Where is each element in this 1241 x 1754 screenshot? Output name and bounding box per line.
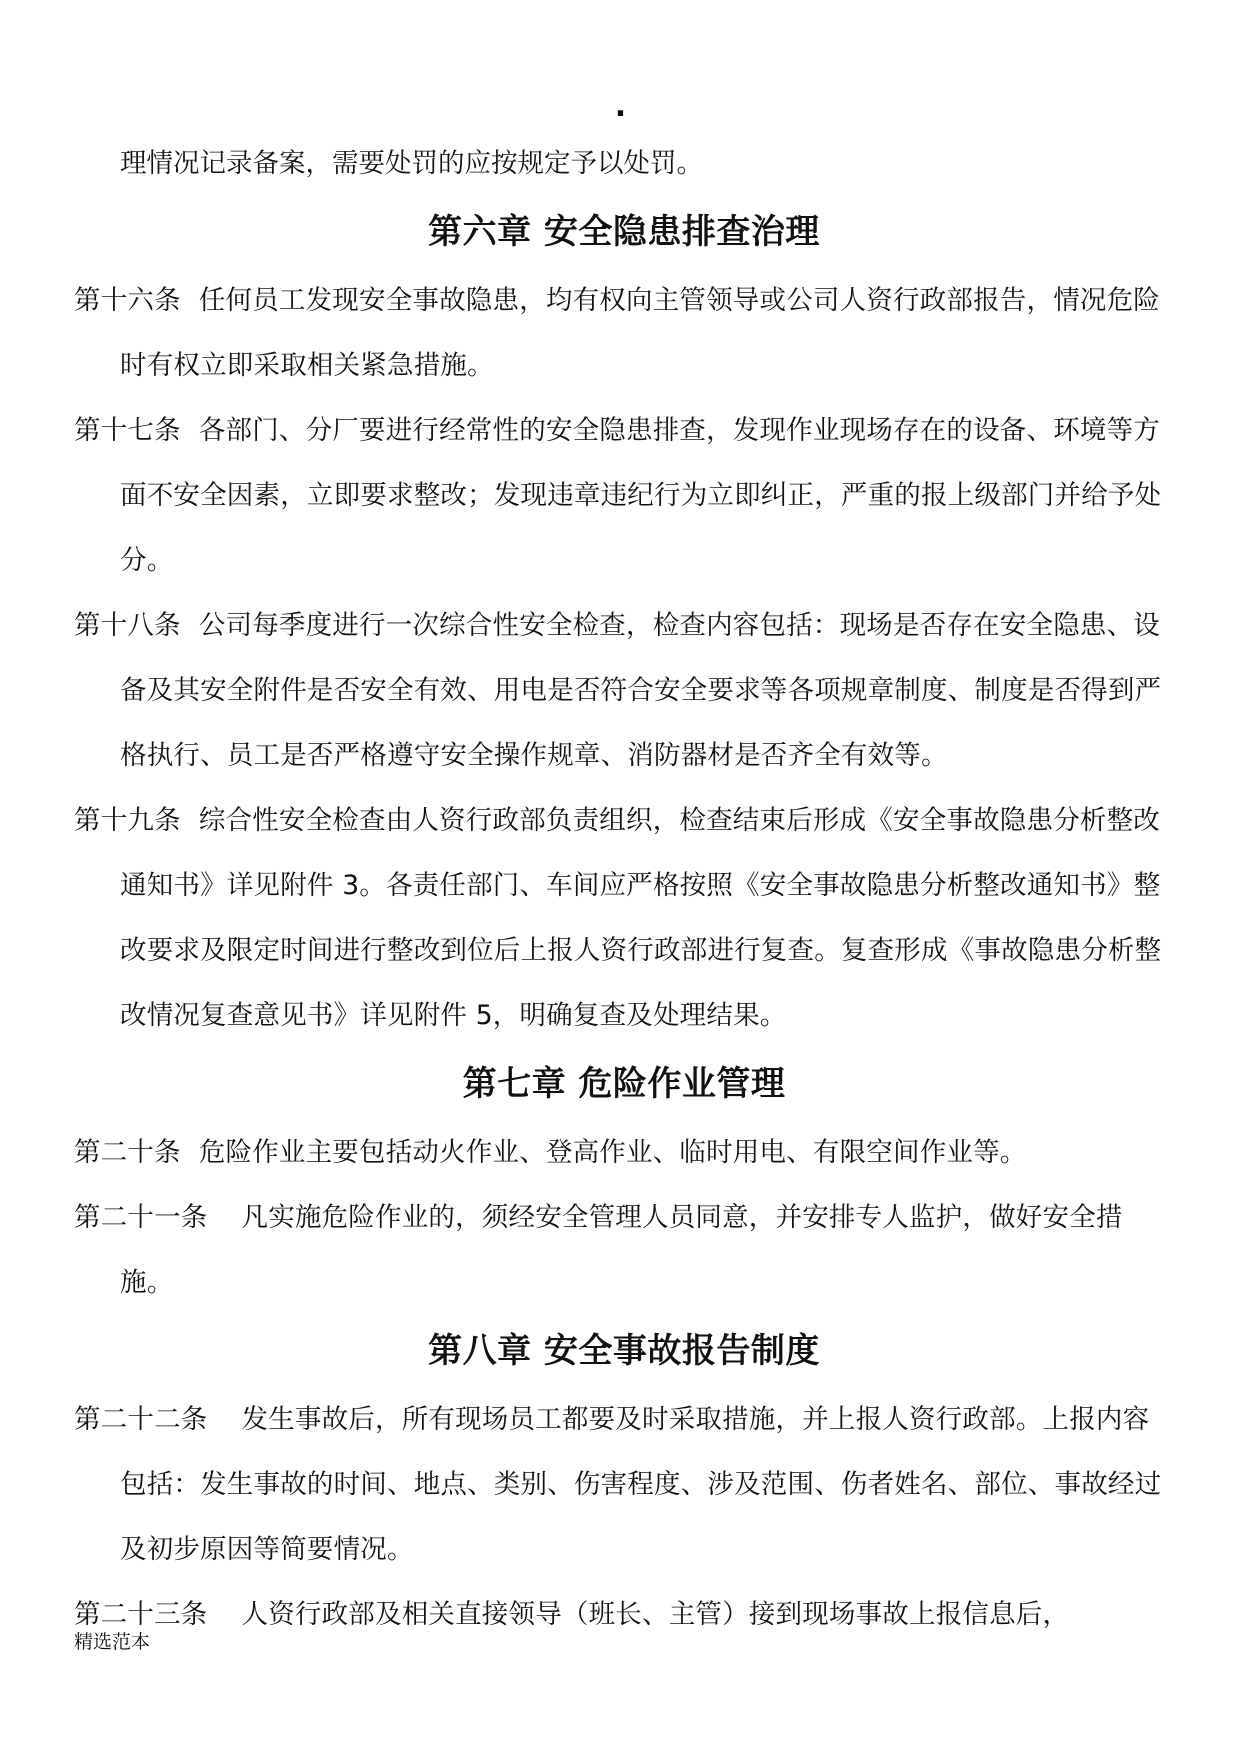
document-body <box>74 131 1174 1647</box>
chapter-title-7: 第七章 危险作业管理 <box>462 1064 786 1104</box>
article-19 <box>74 788 1174 1048</box>
article-text: 公司每季度进行一次综合性安全检查，检查内容包括：现场是否存在安全隐患、设备及其安全附件是否安全有效、用电是否符合安全要求等各项规章制度、制度是否得到严格执行、员工是否严格遵守安全操作规章、消防器材是否齐全有效等。 <box>120 610 1162 771</box>
article-number: 第二十二条 <box>74 1404 208 1435</box>
article-21 <box>74 1185 1174 1315</box>
article-number: 第十八条 <box>74 610 181 641</box>
article-text: 危险作业主要包括动火作业、登高作业、临时用电、有限空间作业等。 <box>198 1137 1027 1168</box>
article-text: 发生事故后，所有现场员工都要及时采取措施，并上报人资行政部。上报内容包括：发生事故的时间、地点、类别、伤害程度、涉及范围、伤者姓名、部位、事故经过及初步原因等简要情况。 <box>120 1404 1162 1565</box>
article-17 <box>74 398 1174 593</box>
article-text: 各部门、分厂要进行经常性的安全隐患排查，发现作业现场存在的设备、环境等方面不安全因素，立即要求整改；发现违章违纪行为立即纠正，严重的报上级部门并给予处分。 <box>120 415 1162 576</box>
article-number: 第二十一条 <box>74 1202 208 1233</box>
article-number: 第二十三条 <box>74 1599 208 1630</box>
article-text: 凡实施危险作业的，须经安全管理人员同意，并安排专人监护，做好安全措施。 <box>120 1202 1123 1298</box>
article-23 <box>74 1582 1174 1647</box>
article-22 <box>74 1387 1174 1582</box>
article-number: 第二十条 <box>74 1137 181 1168</box>
article-20 <box>74 1120 1174 1185</box>
header-mark: . <box>614 89 627 124</box>
article-number: 第十六条 <box>74 285 181 316</box>
article-number: 第十七条 <box>74 415 181 446</box>
article-number: 第十九条 <box>74 805 181 836</box>
article-16 <box>74 268 1174 398</box>
article-text: 人资行政部及相关直接领导（班长、主管）接到现场事故上报信息后， <box>241 1599 1070 1630</box>
chapter-title-6: 第六章 安全隐患排查治理 <box>428 212 820 252</box>
article-text: 综合性安全检查由人资行政部负责组织，检查结束后形成《安全事故隐患分析整改通知书》详见附件 3。各责任部门、车间应严格按照《安全事故隐患分析整改通知书》整改要求及限定时间进行整改到位后上报人资行政部进行复查。复查形成《事故隐患分析整改情况复查意见书》详见附件 5，明确复查及处理结果。 <box>120 805 1162 1031</box>
footer-label: 精选范本 <box>74 1631 151 1653</box>
article-18 <box>74 593 1174 788</box>
chapter-title-8: 第八章 安全事故报告制度 <box>428 1331 820 1371</box>
article-text: 任何员工发现安全事故隐患，均有权向主管领导或公司人资行政部报告，情况危险时有权立即采取相关紧急措施。 <box>120 285 1161 381</box>
intro-continuation: 理情况记录备案，需要处罚的应按规定予以处罚。 <box>120 148 703 179</box>
